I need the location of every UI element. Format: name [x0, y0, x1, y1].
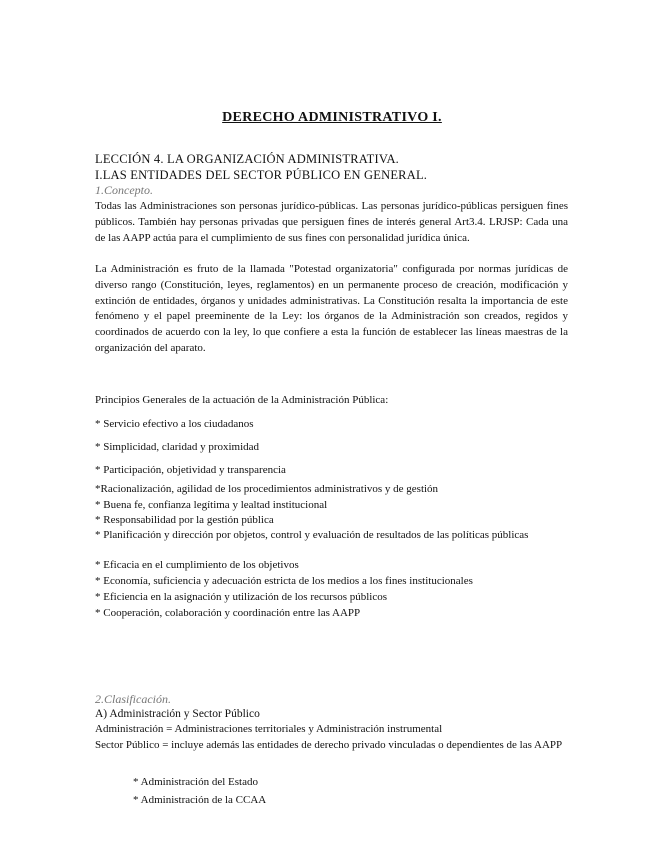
list-item: * Responsabilidad por la gestión pública: [95, 514, 274, 526]
lesson-title: LECCIÓN 4. LA ORGANIZACIÓN ADMINISTRATIVA.: [95, 152, 399, 166]
classification-administracion: Administración = Administraciones territoriales y Administración instrumental: [95, 723, 443, 735]
list-item: * Buena fe, confianza legítima y lealtad institucional: [95, 499, 328, 511]
list-item: *Racionalización, agilidad de los procedimientos administrativos y de gestión: [95, 483, 439, 495]
document-title: DERECHO ADMINISTRATIVO I.: [222, 110, 442, 125]
classification-a-heading: A) Administración y Sector Público: [95, 708, 260, 720]
section-heading-clasificacion: 2.Clasificación.: [95, 692, 171, 706]
paragraph-intro: Todas las Administraciones son personas jurídico-públicas. Las personas jurídico-públicas persiguen fines públicos. También hay personas privadas que persiguen fines de interés general Art3.4. LRJSP: Cada una de las AAPP actúa para el cumplimiento de sus fines con personalidad jurídica única.: [95, 200, 568, 244]
list-item: * Economía, suficiencia y adecuación estricta de los medios a los fines institucionales: [95, 575, 473, 587]
list-item: * Simplicidad, claridad y proximidad: [95, 441, 260, 453]
section-heading-concepto: 1.Concepto.: [95, 183, 153, 197]
list-item: * Administración del Estado: [133, 776, 258, 788]
classification-sector-publico: Sector Público = incluye además las entidades de derecho privado vinculadas o dependientes de las AAPP: [95, 739, 563, 751]
list-item: * Participación, objetividad y transparencia: [95, 464, 286, 476]
principles-heading: Principios Generales de la actuación de la Administración Pública:: [95, 394, 389, 406]
paragraph-potestad: La Administración es fruto de la llamada "Potestad organizatoria" configurada por normas jurídicas de diverso rango (Constitución, leyes, reglamentos) en un permanente proceso de creación, modificación y extinción de entidades, órganos y unidades administrativas. La Constitución resalta la importancia de este fenómeno y el papel preeminente de la Ley: los órganos de la Administración son creados, regidos y coordinados de acuerdo con la ley, lo que confiere a esta la función de establecer las líneas maestras de la organización del aparato.: [95, 263, 568, 354]
list-item: * Administración de la CCAA: [133, 794, 267, 806]
list-item: * Cooperación, colaboración y coordinación entre las AAPP: [95, 607, 361, 619]
list-item: * Eficiencia en la asignación y utilización de los recursos públicos: [95, 591, 388, 603]
list-item: * Eficacia en el cumplimiento de los objetivos: [95, 559, 299, 571]
list-item: * Servicio efectivo a los ciudadanos: [95, 418, 254, 430]
list-item: * Planificación y dirección por objetos, control y evaluación de resultados de las políticas públicas: [95, 529, 529, 541]
lesson-subtitle: I.LAS ENTIDADES DEL SECTOR PÚBLICO EN GENERAL.: [95, 168, 428, 182]
